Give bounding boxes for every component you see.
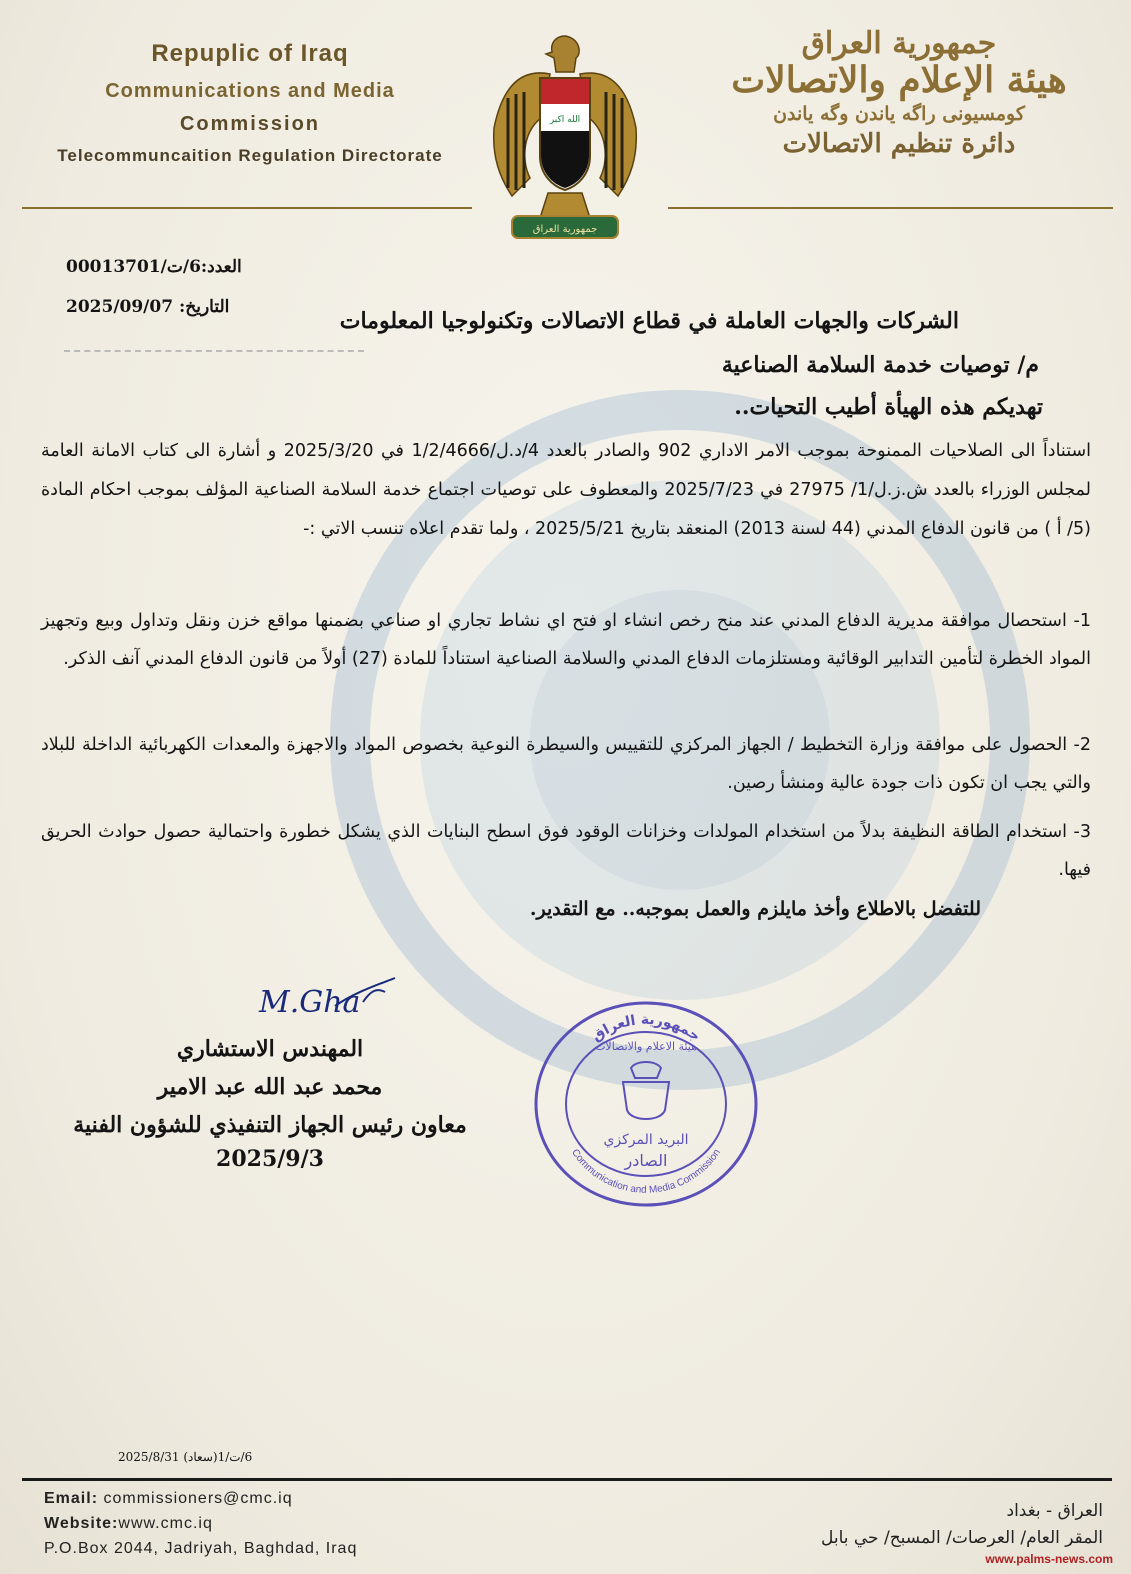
header-divider-right xyxy=(668,207,1113,209)
emblem-scroll-text: جمهورية العراق xyxy=(532,224,598,235)
footer-address xyxy=(821,1498,1103,1552)
iraq-eagle-emblem-icon xyxy=(490,28,640,243)
reference-underline xyxy=(64,350,364,352)
letter-closing: للتفضل بالاطلاع وأخذ مايلزم والعمل بموجبه.. مع التقدير. xyxy=(529,898,981,920)
signatory-name: محمد عبد الله عبد الامير xyxy=(157,1074,383,1100)
official-stamp-icon xyxy=(531,998,761,1210)
header-directorate: Telecommuncaition Regulation Directorate xyxy=(57,146,443,165)
signatory-position: معاون رئيس الجهاز التنفيذي للشؤون الفنية xyxy=(73,1112,467,1138)
header-arabic xyxy=(689,26,1109,159)
letter-paragraph: استناداً الى الصلاحيات الممنوحة بموجب الامر الاداري 902 والصادر بالعدد 4/د.ل/1/2/4666 في 2025/3/20 و أشارة الى كتاب الامانة العامة لمجلس الوزراء بالعدد ش.ز.ل/1/ 27975 في 2025/7/23 والمعطوف على توصيات اجتماع خدمة السلامة الصناعية المؤلف بموجب احكام المادة (5/ أ ) من قانون الدفاع المدني (44 لسنة 2013) المنعقد بتاريخ 2025/5/21 ، ولما تقدم اعلاه تنسب الاتي :- xyxy=(41,441,1092,539)
stamp-bottom-text: Communication and Media Commission xyxy=(569,1147,723,1196)
signature-date: 2025/9/3 xyxy=(216,1146,324,1172)
signature-scrawl: M.Gha xyxy=(259,985,361,1020)
letter-greeting: تهديكم هذه الهيأة أطيب التحيات.. xyxy=(734,394,1043,420)
stamp-arc-text: هيئة الاعلام والاتصالات xyxy=(595,1040,697,1053)
header-ar-commission: هيئة الإعلام والاتصالات xyxy=(731,59,1067,101)
header-commission-line1: Communications and Media xyxy=(105,80,395,102)
header-divider-left xyxy=(22,207,472,209)
header-country: Repuplic of Iraq xyxy=(151,40,349,67)
header-ar-country: جمهورية العراق xyxy=(801,26,997,61)
signatory-title: المهندس الاستشاري xyxy=(176,1036,364,1062)
header-commission-line2: Commission xyxy=(179,113,321,135)
stamp-center-line1: البريد المركزي xyxy=(603,1132,689,1148)
pobox-text: P.O.Box 2044, Jadriyah, Baghdad, Iraq xyxy=(44,1540,358,1557)
email-link[interactable]: commissioners@cmc.iq xyxy=(103,1490,293,1507)
website-label: Website: xyxy=(44,1515,119,1532)
signature-block xyxy=(30,1030,510,1172)
website-link[interactable]: www.cmc.iq xyxy=(118,1515,213,1532)
footer-contact xyxy=(44,1486,357,1561)
reference-date: التاريخ: 2025/09/07 xyxy=(66,297,230,317)
header-english xyxy=(20,40,480,166)
stamp-top-text: جمهورية العراق xyxy=(588,1011,704,1045)
reference-number: العدد:6/ت/00013701 xyxy=(66,257,242,277)
letter-item-2: 2- الحصول على موافقة وزارة التخطيط / الجهاز المركزي للتقييس والسيطرة النوعية بخصوص المواد والاجهزة والمعدات الكهربائية الداخلة للبلاد والتي يجب ان تكون ذات جودة عالية ومنشأ رصين. xyxy=(41,735,1091,793)
site-watermark-text: www.palms-news.com xyxy=(985,1552,1113,1566)
header-ar-directorate: دائرة تنظيم الاتصالات xyxy=(782,129,1016,159)
stamp-center-line2: الصادر xyxy=(624,1151,668,1170)
footer-divider xyxy=(22,1478,1112,1481)
email-label: Email: xyxy=(44,1490,99,1507)
flag-takbir-text: الله اكبر xyxy=(549,115,581,125)
letter-item-1: 1- استحصال موافقة مديرية الدفاع المدني عند منح رخص انشاء او فتح اي نشاط تجاري او صناعي بضمنها مواقع خزن ونقل وتداول وبيع وتجهيز المواد الخطرة لتأمين التدابير الوقائية ومستلزمات الدفاع المدني والسلامة الصناعية استناداً للمادة (27) أولاً من قانون الدفاع المدني آنف الذكر. xyxy=(41,611,1091,669)
address-line1: العراق - بغداد xyxy=(1006,1501,1103,1521)
footnote-ref: 6/ت/1(سعاد) 2025/8/31 xyxy=(118,1450,253,1464)
letter-subject: م/ توصيات خدمة السلامة الصناعية xyxy=(721,352,1039,378)
letter-addressee: الشركات والجهات العاملة في قطاع الاتصالات وتكنولوجيا المعلومات xyxy=(339,308,959,334)
header-ar-kurdish: كومسيونى راگه ياندن وگه ياندن xyxy=(773,103,1025,125)
letter-item-3: 3- استخدام الطاقة النظيفة بدلاً من استخدام المولدات وخزانات الوقود فوق اسطح البنايات الذي يشكل خطورة واحتمالية حصول حوادث الحريق فيها. xyxy=(41,822,1091,880)
address-line2: المقر العام/ العرصات/ المسبح/ حي بابل xyxy=(820,1528,1103,1548)
